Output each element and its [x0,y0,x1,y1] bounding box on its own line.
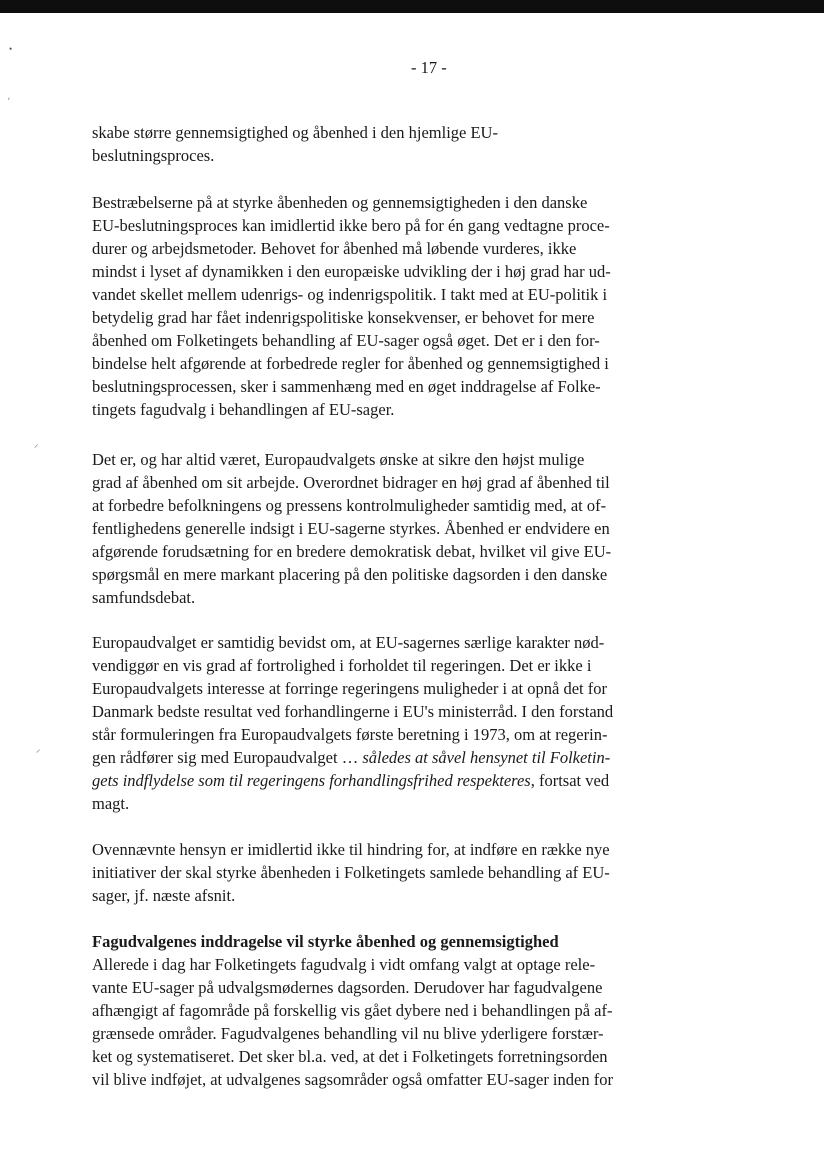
text-run: gen rådfører sig med Europaudvalget … [92,748,363,767]
text-line: Europaudvalgets interesse at forringe regeringens muligheder i at opnå det for [92,679,607,698]
text-line: beslutningsprocessen, sker i sammenhæng med en øget inddragelse af Folke- [92,377,601,396]
text-line: Danmark bedste resultat ved forhandlingerne i EU's ministerråd. I den forstand [92,702,614,721]
text-line: skabe større gennemsigtighed og åbenhed i den hjemlige EU- [92,123,498,142]
page-number: - 17 - [411,58,447,77]
scan-top-border [0,0,824,13]
text-line: bindelse helt afgørende at forbedrede regler for åbenhed og gennemsigtighed i [92,354,609,373]
text-line: grænsede områder. Fagudvalgenes behandling vil nu blive yderligere forstær- [92,1024,604,1043]
text-line: Allerede i dag har Folketingets fagudvalg i vidt omfang valgt at optage rele- [92,955,596,974]
italic-quote-run: således at såvel hensynet til Folketin- [362,748,611,767]
text-line: Ovennævnte hensyn er imidlertid ikke til hindring for, at indføre en række nye [92,840,610,859]
text-line: vante EU-sager på udvalgsmødernes dagsorden. Derudover har fagudvalgene [92,978,603,997]
mixed-text-line [92,746,632,769]
text-line: tingets fagudvalg i behandlingen af EU-sager. [92,400,395,419]
text-line: vandet skellet mellem udenrigs- og indenrigspolitik. I takt med at EU-politik i [92,285,608,304]
scan-speck: ⸝ [34,439,39,449]
text-line: står formuleringen fra Europaudvalgets første beretning i 1973, om at regerin- [92,725,608,744]
paragraph-2 [92,191,632,421]
text-line: spørgsmål en mere markant placering på den politiske dagsorden i den danske [92,565,608,584]
paragraph-3 [92,448,632,609]
text-line: EU-beslutningsproces kan imidlertid ikke bero på for én gang vedtagne proce- [92,216,610,235]
text-line: at forbedre befolkningens og pressens kontrolmuligheder samtidig med, at of- [92,496,607,515]
text-line: vendiggør en vis grad af fortrolighed i forholdet til regeringen. Det er ikke i [92,656,592,675]
text-line: betydelig grad har fået indenrigspolitiske konsekvenser, er behovet for mere [92,308,595,327]
scan-speck: ⸝ [36,744,41,754]
mixed-text-line [92,769,632,792]
paragraph-1 [92,121,632,167]
text-line: fentlighedens generelle indsigt i EU-sagerne styrkes. Åbenhed er endvidere en [92,519,610,538]
text-line: beslutningsproces. [92,146,215,165]
text-line: sager, jf. næste afsnit. [92,886,236,905]
text-line: afgørende forudsætning for en bredere demokratisk debat, hvilket vil give EU- [92,542,612,561]
scan-speck: ʹ [8,96,10,106]
text-run: , fortsat ved [530,771,610,790]
section-heading: Fagudvalgenes inddragelse vil styrke åbenhed og gennemsigtighed [92,932,559,951]
mixed-text-line [92,792,632,815]
text-line: åbenhed om Folketingets behandling af EU-sager også øget. Det er i den for- [92,331,600,350]
text-line: afhængigt af fagområde på forskellig vis gået dybere ned i behandlingen på af- [92,1001,613,1020]
scan-speck: • [9,44,13,54]
paragraph-4 [92,631,632,815]
text-line: mindst i lyset af dynamikken i den europæiske udvikling der i høj grad har ud- [92,262,611,281]
text-line: Bestræbelserne på at styrke åbenheden og gennemsigtigheden i den danske [92,193,588,212]
text-line: Det er, og har altid været, Europaudvalgets ønske at sikre den højst mulige [92,450,585,469]
text-line: ket og systematiseret. Det sker bl.a. ved, at det i Folketingets forretningsorden [92,1047,608,1066]
text-line: durer og arbejdsmetoder. Behovet for åbenhed må løbende vurderes, ikke [92,239,577,258]
section-fagudvalg [92,930,632,1091]
text-line: initiativer der skal styrke åbenheden i Folketingets samlede behandling af EU- [92,863,610,882]
text-line: vil blive indføjet, at udvalgenes sagsområder også omfatter EU-sager inden for [92,1070,613,1089]
text-line: Europaudvalget er samtidig bevidst om, at EU-sagernes særlige karakter nød- [92,633,605,652]
text-line: samfundsdebat. [92,588,196,607]
italic-quote-run: gets indflydelse som til regeringens forhandlingsfrihed respekteres [92,771,531,790]
text-run: magt. [92,794,130,813]
text-line: grad af åbenhed om sit arbejde. Overordnet bidrager en høj grad af åbenhed til [92,473,610,492]
paragraph-5 [92,838,632,907]
